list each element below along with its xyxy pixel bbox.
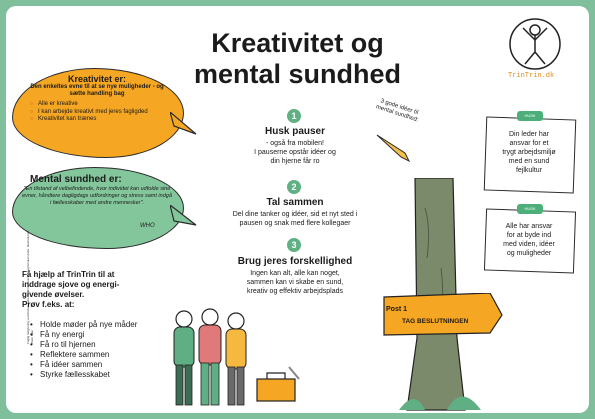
step-1-heading: Husk pauser — [264, 126, 326, 137]
help-heading — [22, 270, 172, 310]
step-3-body — [215, 269, 375, 296]
sideways-credit: Faglig rådgivning ved Kirsten Aabo, Henning Grønlund og Kristian Aabo. Illustrationer: Peter Kjær — [26, 229, 34, 344]
toolbox-icon — [253, 365, 301, 405]
step-3-line: kreativ og effektiv arbejdsplads — [247, 288, 343, 295]
step-2-body — [195, 210, 395, 228]
step-3-line: Ingen kan alt, alle kan noget, — [250, 270, 340, 277]
note-line: Alle har ansvar — [505, 223, 553, 230]
note-line: ansvar for et — [509, 140, 549, 147]
step-3-heading: Brug jeres forskellighed — [237, 256, 353, 267]
step-1-line: din hjerne får ro — [270, 158, 320, 165]
title-line-1: Kreativitet og — [211, 28, 384, 58]
step-1-line: - også fra mobilen! — [266, 140, 324, 147]
list-item: • Styrke fællesskabet — [30, 370, 170, 380]
all-note-text — [487, 222, 571, 258]
list-item: ○ Alle er kreative — [30, 101, 170, 109]
note-line: for at byde ind — [506, 232, 552, 239]
list-item: • Få ny energi — [30, 330, 170, 340]
pencil-icon — [375, 133, 415, 163]
mental-quote: "En tilstand af velbefindende, hvor individet kan udfolde sine evner, håndtere dagligdags udfordringer og stress samt indgå i fællesskaber med andre mennesker". — [22, 186, 172, 206]
step-2-line: Del dine tanker og idéer, sid et nyt sted i — [232, 211, 358, 218]
sign-action-label: TAG BESLUTNINGEN — [402, 318, 469, 325]
note-line: fejlkultur — [515, 167, 543, 174]
list-item: ○ I kan arbejde kreativt med jeres fagligded — [30, 109, 170, 117]
kreativitet-bubble-tail-icon — [170, 112, 198, 138]
leader-note-tag: HUSK — [517, 111, 543, 121]
note-line: med viden, idéer — [503, 241, 555, 248]
step-1-body — [215, 139, 375, 166]
help-line: givende øvelser. — [22, 290, 85, 299]
logo-text: TrinTrin.dk — [508, 72, 555, 80]
title-line-2: mental sundhed — [193, 59, 402, 89]
leader-note-text — [487, 130, 571, 175]
help-prompt: Prøv f.eks. at: — [22, 300, 75, 309]
list-item: • Få idéer sammen — [30, 360, 170, 370]
mental-source: WHO — [140, 223, 155, 229]
kreativitet-list — [30, 101, 170, 124]
mental-bubble-tail-icon — [170, 205, 198, 231]
list-item: • Få ro til hjernen — [30, 340, 170, 350]
step-2-line: pausen og snak med flere kollegaer — [239, 220, 351, 227]
step-3-number: 3 — [287, 238, 301, 252]
all-note-tag: HUSK — [517, 204, 543, 214]
kreativitet-heading: Kreativitet er: — [67, 74, 127, 84]
list-item: • Holde møder på nye måder — [30, 320, 170, 330]
note-line: og muligheder — [506, 250, 552, 257]
list-item: • Reflektere sammen — [30, 350, 170, 360]
post-sign-icon — [378, 293, 503, 338]
step-2-number: 2 — [287, 180, 301, 194]
mental-heading: Mental sundhed er: — [30, 174, 122, 185]
sign-post-label: Post 1 — [386, 306, 408, 313]
help-line: Få hjælp af TrinTrin til at — [22, 270, 115, 279]
step-1-line: I pauserne opstår idéer og — [254, 149, 336, 156]
three-people-icon — [170, 305, 250, 410]
help-line: inddrage sjove og energi- — [22, 280, 120, 289]
note-line: Din leder har — [508, 131, 550, 138]
step-2-heading: Tal sammen — [266, 197, 324, 208]
help-list — [30, 320, 170, 380]
step-1-number: 1 — [287, 109, 301, 123]
ideas-note: 3 gode idéer til mental sundhed: — [375, 98, 420, 124]
note-line: trygt arbejdsmiljø — [502, 149, 556, 156]
list-item: ○ Kreativitet kan trænes — [30, 116, 170, 124]
trintrin-logo-icon — [505, 16, 565, 74]
note-line: med en sund — [508, 158, 550, 165]
step-3-line: sammen kan vi skabe en sund, — [246, 279, 344, 286]
kreativitet-subtitle: Den enkeltes evne til at se nye muligheder - og sætte handling bag — [30, 84, 164, 97]
